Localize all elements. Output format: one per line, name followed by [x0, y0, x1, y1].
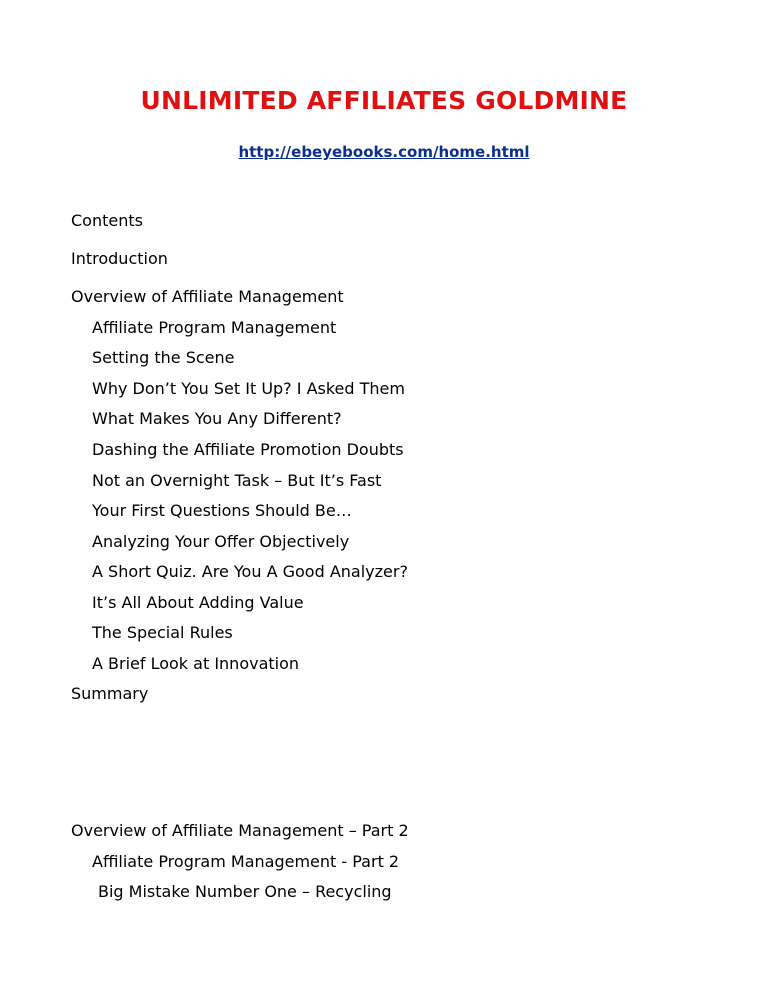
- toc-entry-overview-affiliate-management: Overview of Affiliate Management: [71, 287, 344, 306]
- toc-entry-introduction: Introduction: [71, 249, 168, 268]
- toc-subentry: The Special Rules: [92, 623, 233, 642]
- toc-subentry: Not an Overnight Task – But It’s Fast: [92, 471, 382, 490]
- toc-subentry: Setting the Scene: [92, 348, 235, 367]
- toc-subentry: Affiliate Program Management - Part 2: [92, 852, 400, 871]
- toc-subentry: Affiliate Program Management: [92, 318, 337, 337]
- document-title: UNLIMITED AFFILIATES GOLDMINE: [140, 86, 628, 115]
- toc-entry-overview-part-2: Overview of Affiliate Management – Part 2: [71, 821, 409, 840]
- toc-subentry: Why Don’t You Set It Up? I Asked Them: [92, 379, 405, 398]
- toc-subentry: Dashing the Affiliate Promotion Doubts: [92, 440, 404, 459]
- toc-subentry: Big Mistake Number One – Recycling: [98, 882, 392, 901]
- toc-subentry: A Brief Look at Innovation: [92, 654, 300, 673]
- contents-heading: Contents: [71, 211, 143, 230]
- toc-subentry: Your First Questions Should Be…: [92, 501, 352, 520]
- toc-subentry: It’s All About Adding Value: [92, 593, 304, 612]
- toc-entry-summary: Summary: [71, 684, 149, 703]
- toc-subentry: A Short Quiz. Are You A Good Analyzer?: [92, 562, 408, 581]
- home-link[interactable]: http://ebeyebooks.com/home.html: [238, 143, 530, 161]
- toc-subentry: Analyzing Your Offer Objectively: [92, 532, 350, 551]
- toc-subentry: What Makes You Any Different?: [92, 409, 342, 428]
